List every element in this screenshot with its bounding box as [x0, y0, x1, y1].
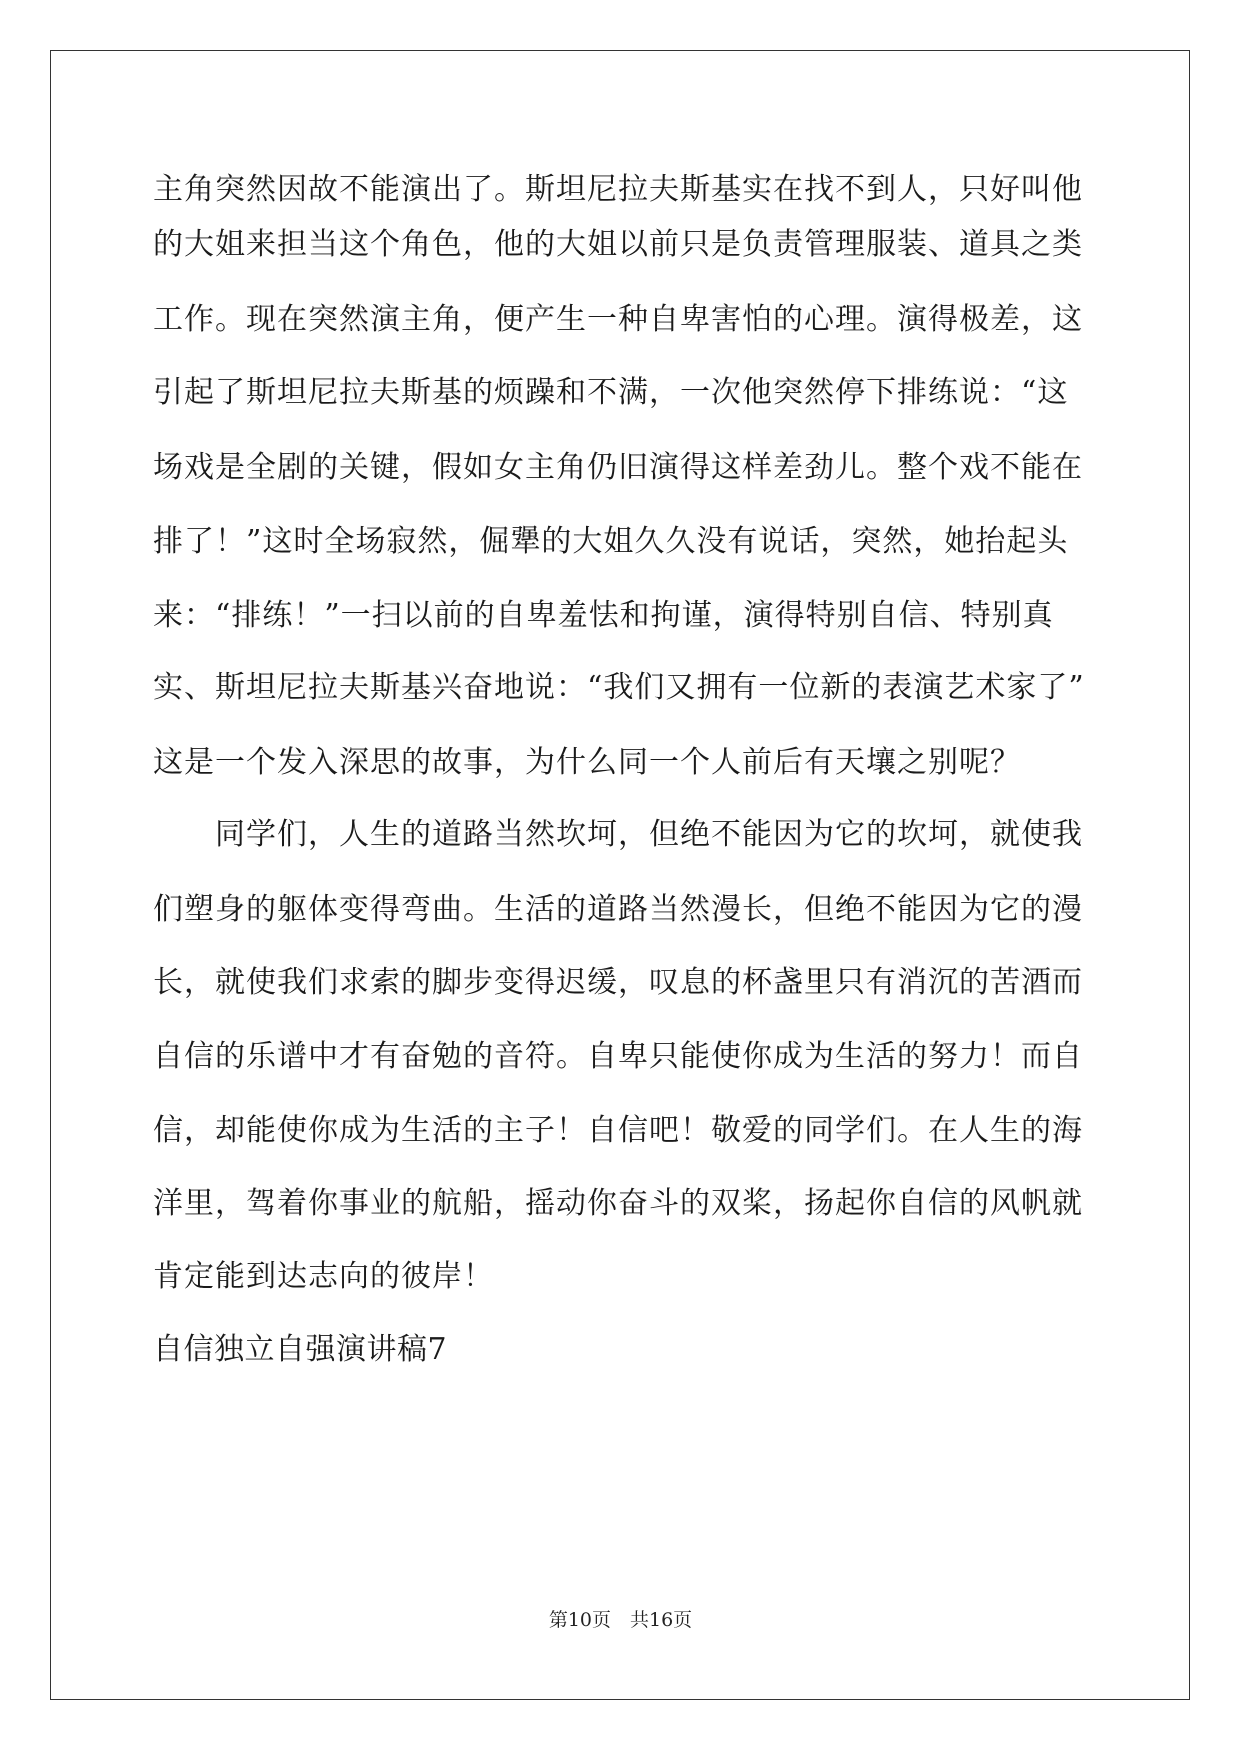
paragraph-1-line: 这是一个发入深思的故事，为什么同一个人前后有天壤之别呢？ — [153, 745, 1021, 780]
page-number-footer: 第10页 共16页 — [548, 1609, 693, 1631]
paragraph-1-line: 的大姐来担当这个角色，他的大姐以前只是负责管理服装、道具之类 — [153, 227, 1083, 262]
paragraph-2-line: 长，就使我们求索的脚步变得迟缓，叹息的杯盏里只有消沉的苦酒而 — [153, 965, 1083, 1000]
paragraph-1-line: 场戏是全剧的关键，假如女主角仍旧演得这样差劲儿。整个戏不能在 — [153, 450, 1083, 485]
paragraph-2-line: 洋里，驾着你事业的航船，摇动你奋斗的双桨，扬起你自信的风帆就 — [153, 1186, 1083, 1221]
paragraph-1-line: 实、斯坦尼拉夫斯基兴奋地说：“我们又拥有一位新的表演艺术家了” — [153, 670, 1085, 705]
paragraph-2-line: 们塑身的躯体变得弯曲。生活的道路当然漫长，但绝不能因为它的漫 — [153, 892, 1083, 927]
paragraph-1-line: 引起了斯坦尼拉夫斯基的烦躁和不满，一次他突然停下排练说：“这 — [153, 375, 1069, 410]
paragraph-2-line: 肯定能到达志向的彼岸！ — [153, 1259, 494, 1294]
paragraph-1-line: 工作。现在突然演主角，便产生一种自卑害怕的心理。演得极差，这 — [153, 302, 1083, 337]
paragraph-1-line: 主角突然因故不能演出了。斯坦尼拉夫斯基实在找不到人，只好叫他 — [153, 172, 1083, 207]
paragraph-1-line: 排了！”这时全场寂然，倔犟的大姐久久没有说话，突然，她抬起头 — [153, 524, 1069, 559]
page-border — [50, 50, 1190, 1700]
paragraph-2-line: 同学们，人生的道路当然坎坷，但绝不能因为它的坎坷，就使我 — [215, 817, 1083, 852]
paragraph-2-line: 信，却能使你成为生活的主子！自信吧！敬爱的同学们。在人生的海 — [153, 1113, 1083, 1148]
paragraph-2-line: 自信的乐谱中才有奋勉的音符。自卑只能使你成为生活的努力！而自 — [153, 1039, 1083, 1074]
paragraph-1-line: 来：“排练！”一扫以前的自卑羞怯和拘谨，演得特别自信、特别真 — [153, 598, 1054, 633]
section-heading: 自信独立自强演讲稿7 — [153, 1332, 448, 1367]
